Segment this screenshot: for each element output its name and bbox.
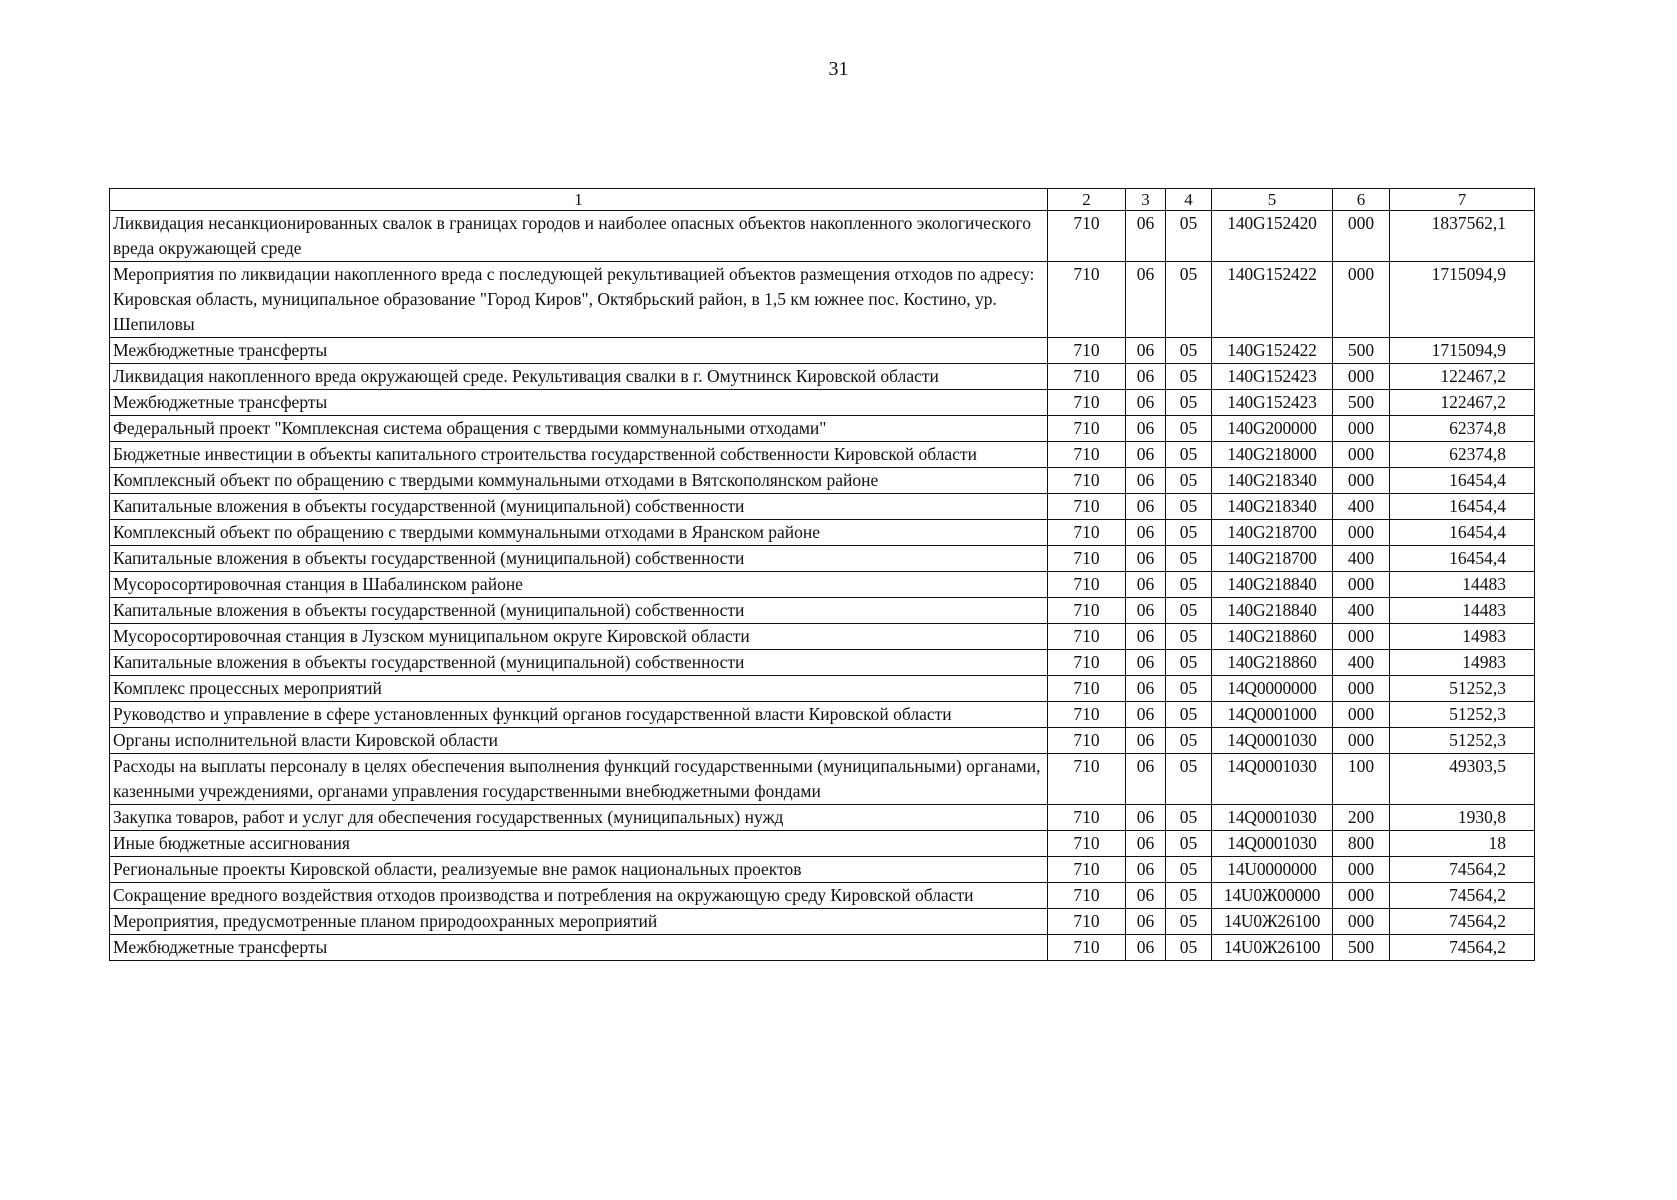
subsection-cell: 05 <box>1166 442 1212 468</box>
expense-type-cell: 000 <box>1333 883 1390 909</box>
admin-code-cell: 710 <box>1048 650 1126 676</box>
expense-type-cell: 000 <box>1333 702 1390 728</box>
admin-code-cell: 710 <box>1048 598 1126 624</box>
subsection-cell: 05 <box>1166 624 1212 650</box>
subsection-cell: 05 <box>1166 598 1212 624</box>
admin-code-cell: 710 <box>1048 831 1126 857</box>
expense-type-cell: 500 <box>1333 935 1390 961</box>
section-cell: 06 <box>1126 468 1166 494</box>
table-row <box>110 702 1535 728</box>
admin-code-cell: 710 <box>1048 211 1126 262</box>
expense-type-cell: 000 <box>1333 520 1390 546</box>
target-article-cell: 14U0000000 <box>1212 857 1333 883</box>
item-name-cell: Комплекс процессных мероприятий <box>110 676 1048 702</box>
amount-cell: 62374,8 <box>1390 442 1535 468</box>
section-cell: 06 <box>1126 650 1166 676</box>
amount-cell: 14483 <box>1390 598 1535 624</box>
table-row <box>110 676 1535 702</box>
subsection-cell: 05 <box>1166 416 1212 442</box>
table-body <box>110 189 1535 961</box>
expense-type-cell: 000 <box>1333 364 1390 390</box>
amount-cell: 1715094,9 <box>1390 262 1535 338</box>
admin-code-cell: 710 <box>1048 935 1126 961</box>
admin-code-cell: 710 <box>1048 883 1126 909</box>
admin-code-cell: 710 <box>1048 909 1126 935</box>
section-cell: 06 <box>1126 211 1166 262</box>
admin-code-cell: 710 <box>1048 676 1126 702</box>
section-cell: 06 <box>1126 831 1166 857</box>
target-article-cell: 140G152423 <box>1212 364 1333 390</box>
item-name-cell: Ликвидация накопленного вреда окружающей среде. Рекультивация свалки в г. Омутнинск Кировской области <box>110 364 1048 390</box>
target-article-cell: 140G218700 <box>1212 520 1333 546</box>
admin-code-cell: 710 <box>1048 805 1126 831</box>
subsection-cell: 05 <box>1166 338 1212 364</box>
target-article-cell: 140G218860 <box>1212 624 1333 650</box>
table-row <box>110 831 1535 857</box>
item-name-cell: Мусоросортировочная станция в Шабалинском районе <box>110 572 1048 598</box>
target-article-cell: 140G218840 <box>1212 598 1333 624</box>
target-article-cell: 14Q0001030 <box>1212 754 1333 805</box>
target-article-cell: 14U0Ж00000 <box>1212 883 1333 909</box>
subsection-cell: 05 <box>1166 728 1212 754</box>
amount-cell: 16454,4 <box>1390 520 1535 546</box>
section-cell: 06 <box>1126 572 1166 598</box>
expense-type-cell: 400 <box>1333 650 1390 676</box>
table-row <box>110 338 1535 364</box>
admin-code-cell: 710 <box>1048 572 1126 598</box>
item-name-cell: Капитальные вложения в объекты государственной (муниципальной) собственности <box>110 546 1048 572</box>
amount-cell: 1837562,1 <box>1390 211 1535 262</box>
subsection-cell: 05 <box>1166 262 1212 338</box>
expense-type-cell: 000 <box>1333 211 1390 262</box>
table-row <box>110 728 1535 754</box>
section-cell: 06 <box>1126 546 1166 572</box>
amount-cell: 74564,2 <box>1390 909 1535 935</box>
expense-type-cell: 400 <box>1333 494 1390 520</box>
target-article-cell: 14Q0000000 <box>1212 676 1333 702</box>
section-cell: 06 <box>1126 364 1166 390</box>
expense-type-cell: 000 <box>1333 442 1390 468</box>
target-article-cell: 14U0Ж26100 <box>1212 935 1333 961</box>
expense-type-cell: 000 <box>1333 857 1390 883</box>
subsection-cell: 05 <box>1166 546 1212 572</box>
amount-cell: 51252,3 <box>1390 728 1535 754</box>
section-cell: 06 <box>1126 857 1166 883</box>
target-article-cell: 140G218860 <box>1212 650 1333 676</box>
amount-cell: 14983 <box>1390 624 1535 650</box>
subsection-cell: 05 <box>1166 831 1212 857</box>
expense-type-cell: 000 <box>1333 468 1390 494</box>
expense-type-cell: 000 <box>1333 728 1390 754</box>
target-article-cell: 14Q0001030 <box>1212 805 1333 831</box>
subsection-cell: 05 <box>1166 520 1212 546</box>
page-number: 31 <box>828 58 849 80</box>
amount-cell: 1930,8 <box>1390 805 1535 831</box>
item-name-cell: Комплексный объект по обращению с твердыми коммунальными отходами в Яранском районе <box>110 520 1048 546</box>
subsection-cell: 05 <box>1166 857 1212 883</box>
header-cell: 5 <box>1212 189 1333 211</box>
amount-cell: 16454,4 <box>1390 494 1535 520</box>
item-name-cell: Сокращение вредного воздействия отходов производства и потребления на окружающую среду Кировской области <box>110 883 1048 909</box>
admin-code-cell: 710 <box>1048 520 1126 546</box>
subsection-cell: 05 <box>1166 883 1212 909</box>
section-cell: 06 <box>1126 338 1166 364</box>
subsection-cell: 05 <box>1166 935 1212 961</box>
section-cell: 06 <box>1126 883 1166 909</box>
header-cell: 6 <box>1333 189 1390 211</box>
amount-cell: 14983 <box>1390 650 1535 676</box>
section-cell: 06 <box>1126 702 1166 728</box>
item-name-cell: Капитальные вложения в объекты государственной (муниципальной) собственности <box>110 494 1048 520</box>
amount-cell: 62374,8 <box>1390 416 1535 442</box>
item-name-cell: Расходы на выплаты персоналу в целях обеспечения выполнения функций государственными (муниципальными) органами, казенными учреждениями, органами управления государственными внебюджетными фондами <box>110 754 1048 805</box>
subsection-cell: 05 <box>1166 650 1212 676</box>
expense-type-cell: 500 <box>1333 390 1390 416</box>
expense-type-cell: 000 <box>1333 262 1390 338</box>
expense-type-cell: 400 <box>1333 546 1390 572</box>
header-cell: 7 <box>1390 189 1535 211</box>
table-row <box>110 624 1535 650</box>
amount-cell: 18 <box>1390 831 1535 857</box>
header-cell: 4 <box>1166 189 1212 211</box>
expense-type-cell: 200 <box>1333 805 1390 831</box>
expense-type-cell: 500 <box>1333 338 1390 364</box>
target-article-cell: 140G152423 <box>1212 390 1333 416</box>
header-row <box>110 189 1535 211</box>
amount-cell: 16454,4 <box>1390 546 1535 572</box>
table-row <box>110 211 1535 262</box>
amount-cell: 122467,2 <box>1390 364 1535 390</box>
section-cell: 06 <box>1126 624 1166 650</box>
target-article-cell: 140G200000 <box>1212 416 1333 442</box>
target-article-cell: 140G218000 <box>1212 442 1333 468</box>
admin-code-cell: 710 <box>1048 416 1126 442</box>
target-article-cell: 140G218340 <box>1212 468 1333 494</box>
amount-cell: 122467,2 <box>1390 390 1535 416</box>
subsection-cell: 05 <box>1166 211 1212 262</box>
target-article-cell: 140G218340 <box>1212 494 1333 520</box>
target-article-cell: 140G218700 <box>1212 546 1333 572</box>
table-row <box>110 262 1535 338</box>
item-name-cell: Межбюджетные трансферты <box>110 338 1048 364</box>
subsection-cell: 05 <box>1166 805 1212 831</box>
admin-code-cell: 710 <box>1048 390 1126 416</box>
amount-cell: 74564,2 <box>1390 883 1535 909</box>
expense-type-cell: 000 <box>1333 572 1390 598</box>
table-row <box>110 572 1535 598</box>
expense-type-cell: 000 <box>1333 416 1390 442</box>
item-name-cell: Капитальные вложения в объекты государственной (муниципальной) собственности <box>110 650 1048 676</box>
section-cell: 06 <box>1126 442 1166 468</box>
section-cell: 06 <box>1126 390 1166 416</box>
item-name-cell: Мероприятия по ликвидации накопленного вреда с последующей рекультивацией объектов размещения отходов по адресу: Кировская область, муниципальное образование "Город Киров", Октябрьский район, в 1,5 км южнее пос. Костино, ур. Шепиловы <box>110 262 1048 338</box>
admin-code-cell: 710 <box>1048 442 1126 468</box>
target-article-cell: 140G152422 <box>1212 338 1333 364</box>
item-name-cell: Региональные проекты Кировской области, реализуемые вне рамок национальных проектов <box>110 857 1048 883</box>
section-cell: 06 <box>1126 909 1166 935</box>
amount-cell: 51252,3 <box>1390 676 1535 702</box>
expense-type-cell: 000 <box>1333 624 1390 650</box>
admin-code-cell: 710 <box>1048 338 1126 364</box>
target-article-cell: 140G218840 <box>1212 572 1333 598</box>
admin-code-cell: 710 <box>1048 494 1126 520</box>
admin-code-cell: 710 <box>1048 857 1126 883</box>
section-cell: 06 <box>1126 805 1166 831</box>
table-row <box>110 857 1535 883</box>
subsection-cell: 05 <box>1166 754 1212 805</box>
target-article-cell: 14Q0001030 <box>1212 728 1333 754</box>
admin-code-cell: 710 <box>1048 728 1126 754</box>
target-article-cell: 140G152420 <box>1212 211 1333 262</box>
budget-table <box>109 188 1535 961</box>
amount-cell: 16454,4 <box>1390 468 1535 494</box>
item-name-cell: Федеральный проект "Комплексная система обращения с твердыми коммунальными отходами" <box>110 416 1048 442</box>
section-cell: 06 <box>1126 416 1166 442</box>
admin-code-cell: 710 <box>1048 262 1126 338</box>
amount-cell: 51252,3 <box>1390 702 1535 728</box>
subsection-cell: 05 <box>1166 390 1212 416</box>
expense-type-cell: 400 <box>1333 598 1390 624</box>
subsection-cell: 05 <box>1166 364 1212 390</box>
expense-type-cell: 000 <box>1333 676 1390 702</box>
subsection-cell: 05 <box>1166 676 1212 702</box>
section-cell: 06 <box>1126 494 1166 520</box>
target-article-cell: 14Q0001030 <box>1212 831 1333 857</box>
item-name-cell: Иные бюджетные ассигнования <box>110 831 1048 857</box>
table-row <box>110 494 1535 520</box>
table-row <box>110 883 1535 909</box>
target-article-cell: 14Q0001000 <box>1212 702 1333 728</box>
section-cell: 06 <box>1126 728 1166 754</box>
table-row <box>110 650 1535 676</box>
amount-cell: 74564,2 <box>1390 857 1535 883</box>
admin-code-cell: 710 <box>1048 546 1126 572</box>
subsection-cell: 05 <box>1166 702 1212 728</box>
subsection-cell: 05 <box>1166 572 1212 598</box>
section-cell: 06 <box>1126 262 1166 338</box>
table-row <box>110 546 1535 572</box>
table-row <box>110 416 1535 442</box>
section-cell: 06 <box>1126 935 1166 961</box>
target-article-cell: 140G152422 <box>1212 262 1333 338</box>
item-name-cell: Закупка товаров, работ и услуг для обеспечения государственных (муниципальных) нужд <box>110 805 1048 831</box>
section-cell: 06 <box>1126 676 1166 702</box>
admin-code-cell: 710 <box>1048 364 1126 390</box>
table-row <box>110 390 1535 416</box>
table-row <box>110 520 1535 546</box>
table-row <box>110 935 1535 961</box>
subsection-cell: 05 <box>1166 468 1212 494</box>
table-row <box>110 442 1535 468</box>
table-row <box>110 364 1535 390</box>
amount-cell: 74564,2 <box>1390 935 1535 961</box>
target-article-cell: 14U0Ж26100 <box>1212 909 1333 935</box>
admin-code-cell: 710 <box>1048 468 1126 494</box>
item-name-cell: Органы исполнительной власти Кировской области <box>110 728 1048 754</box>
item-name-cell: Комплексный объект по обращению с твердыми коммунальными отходами в Вятскополянском районе <box>110 468 1048 494</box>
section-cell: 06 <box>1126 754 1166 805</box>
item-name-cell: Капитальные вложения в объекты государственной (муниципальной) собственности <box>110 598 1048 624</box>
amount-cell: 1715094,9 <box>1390 338 1535 364</box>
admin-code-cell: 710 <box>1048 624 1126 650</box>
admin-code-cell: 710 <box>1048 754 1126 805</box>
subsection-cell: 05 <box>1166 494 1212 520</box>
item-name-cell: Мероприятия, предусмотренные планом природоохранных мероприятий <box>110 909 1048 935</box>
item-name-cell: Руководство и управление в сфере установленных функций органов государственной власти Кировской области <box>110 702 1048 728</box>
expense-type-cell: 100 <box>1333 754 1390 805</box>
amount-cell: 49303,5 <box>1390 754 1535 805</box>
item-name-cell: Ликвидация несанкционированных свалок в границах городов и наиболее опасных объектов накопленного экологического вреда окружающей среде <box>110 211 1048 262</box>
section-cell: 06 <box>1126 520 1166 546</box>
item-name-cell: Межбюджетные трансферты <box>110 390 1048 416</box>
item-name-cell: Мусоросортировочная станция в Лузском муниципальном округе Кировской области <box>110 624 1048 650</box>
section-cell: 06 <box>1126 598 1166 624</box>
amount-cell: 14483 <box>1390 572 1535 598</box>
table-row <box>110 909 1535 935</box>
header-cell: 1 <box>110 189 1048 211</box>
admin-code-cell: 710 <box>1048 702 1126 728</box>
expense-type-cell: 000 <box>1333 909 1390 935</box>
table-row <box>110 598 1535 624</box>
subsection-cell: 05 <box>1166 909 1212 935</box>
expense-type-cell: 800 <box>1333 831 1390 857</box>
header-cell: 3 <box>1126 189 1166 211</box>
table-row <box>110 754 1535 805</box>
table-row <box>110 468 1535 494</box>
item-name-cell: Межбюджетные трансферты <box>110 935 1048 961</box>
item-name-cell: Бюджетные инвестиции в объекты капитального строительства государственной собственности Кировской области <box>110 442 1048 468</box>
header-cell: 2 <box>1048 189 1126 211</box>
table-row <box>110 805 1535 831</box>
